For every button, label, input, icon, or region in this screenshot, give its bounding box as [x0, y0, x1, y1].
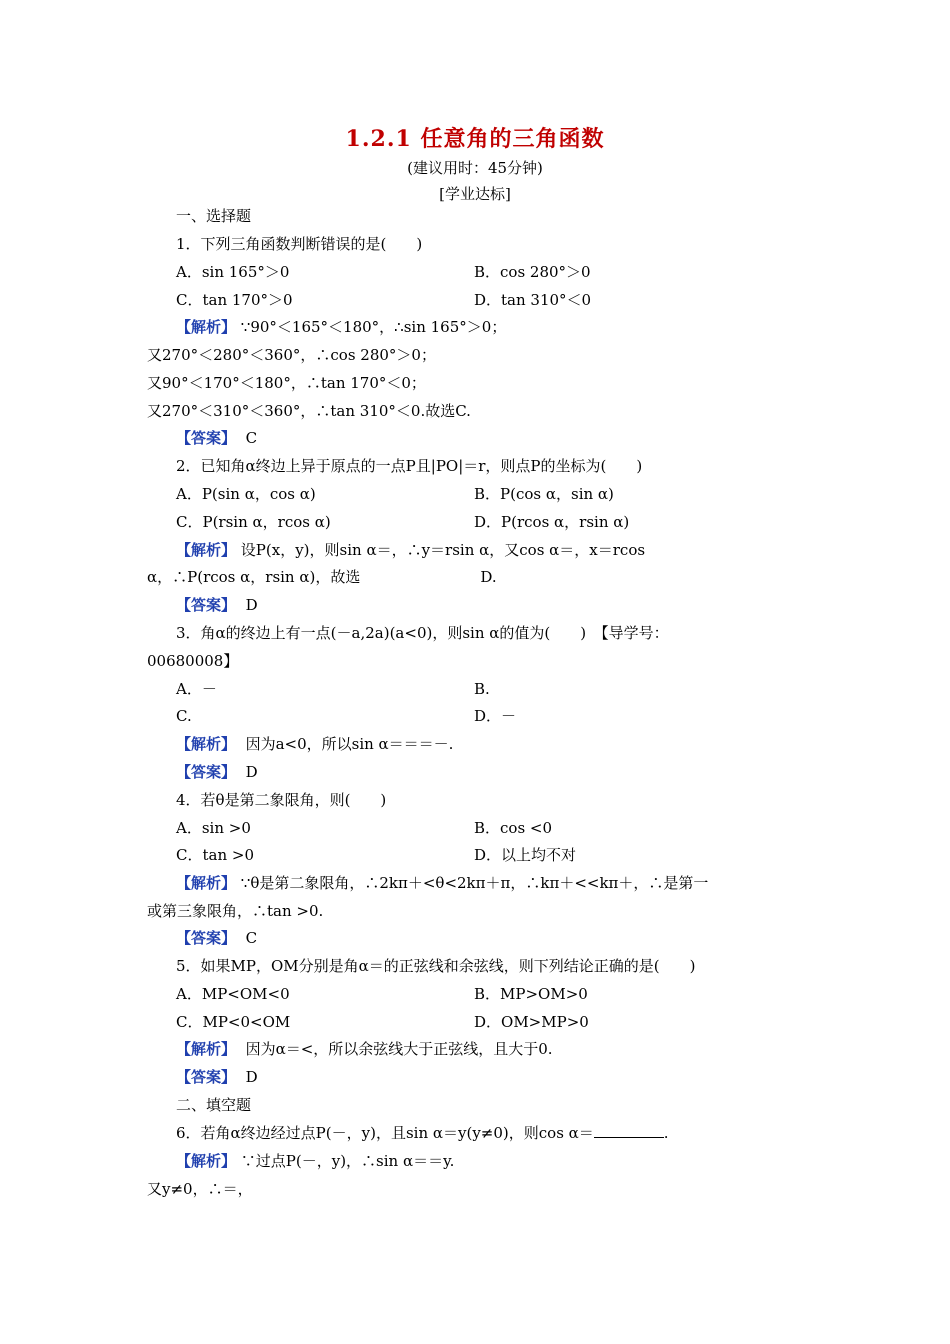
q1-option-d: D．tan 310°＜0 — [474, 291, 592, 309]
q3-option-b: B. — [474, 680, 490, 698]
q2-option-d: D．P(rcos α，rsin α) — [474, 513, 630, 531]
q4-answer-value: C — [245, 929, 258, 947]
q5-analysis-text: 因为α＝<，所以余弦线大于正弦线，且大于0. — [245, 1040, 553, 1058]
q6-stem-end: . — [663, 1124, 669, 1142]
time-note: (建议用时：45分钟) — [407, 159, 543, 177]
q1-option-b: B．cos 280°＞0 — [474, 263, 591, 281]
q4-option-c: C．tan >0 — [176, 846, 254, 864]
q5-answer-value: D — [245, 1068, 258, 1086]
q5-analysis — [176, 1039, 553, 1059]
q3-option-a: A．－ — [176, 680, 217, 698]
q3-answer — [176, 762, 258, 782]
q2-option-b: B．P(cos α，sin α) — [474, 485, 614, 503]
q2-analysis — [176, 540, 645, 560]
q3-answer-value: D — [245, 763, 258, 781]
q1-answer — [176, 428, 257, 448]
q6-analysis-line: 又y≠0，∴＝， — [147, 1180, 253, 1198]
q5-option-a: A．MP<OM<0 — [176, 985, 290, 1003]
q4-option-d: D．以上均不对 — [474, 846, 577, 864]
q4-analysis — [176, 873, 708, 893]
q2-answer — [176, 595, 258, 615]
analysis-tag: 【解析】 — [176, 1040, 237, 1058]
q1-analysis-line: 又270°＜280°＜360°，∴cos 280°＞0； — [147, 346, 436, 364]
q6-analysis — [176, 1151, 454, 1171]
q2-analysis-text: 设P(x，y)，则sin α＝，∴y＝rsin α，又cos α＝，x＝rcos — [236, 541, 646, 559]
q1-analysis-line: 又90°＜170°＜180°，∴tan 170°＜0； — [147, 374, 426, 392]
page-title: 1.2.1 任意角的三角函数 — [345, 126, 605, 152]
q1-analysis-text: ∵90°＜165°＜180°，∴sin 165°＞0； — [236, 318, 507, 336]
analysis-tag: 【解析】 — [176, 1152, 237, 1170]
q2-option-a: A．P(sin α，cos α) — [176, 485, 316, 503]
answer-tag: 【答案】 — [176, 429, 237, 447]
q4-analysis-line: 或第三象限角，∴tan >0. — [147, 902, 324, 920]
q3-option-c: C. — [176, 707, 192, 725]
q2-analysis-line: α，∴P(rcos α，rsin α)，故选 D. — [147, 568, 497, 586]
answer-tag: 【答案】 — [176, 929, 237, 947]
answer-tag: 【答案】 — [176, 763, 237, 781]
answer-tag: 【答案】 — [176, 596, 237, 614]
q1-analysis — [176, 317, 506, 337]
q3-stem: 3．角α的终边上有一点(－a,2a)(a<0)，则sin α的值为( ) 【导学号： — [176, 624, 669, 642]
q5-answer — [176, 1067, 258, 1087]
part-heading-fill: 二、填空题 — [176, 1096, 252, 1114]
answer-tag: 【答案】 — [176, 1068, 237, 1086]
q2-stem: 2．已知角α终边上异于原点的一点P且|PO|＝r，则点P的坐标为( ) — [176, 457, 643, 475]
answer-blank — [594, 1123, 664, 1138]
q3-analysis-text: 因为a<0，所以sin α＝＝＝－. — [245, 735, 454, 753]
q5-option-b: B．MP>OM>0 — [474, 985, 588, 1003]
q6-analysis-text: ∵过点P(－，y)，∴sin α＝＝y. — [236, 1152, 455, 1170]
q4-option-b: B．cos <0 — [474, 819, 553, 837]
q4-analysis-text: ∵θ是第二象限角，∴2kπ＋<θ<2kπ＋π，∴kπ＋<<kπ＋，∴是第一 — [236, 874, 709, 892]
q5-option-c: C．MP<0<OM — [176, 1013, 291, 1031]
q5-option-d: D．OM>MP>0 — [474, 1013, 589, 1031]
q1-analysis-line: 又270°＜310°＜360°，∴tan 310°＜0.故选C. — [147, 402, 471, 420]
analysis-tag: 【解析】 — [176, 541, 237, 559]
part-heading-choice: 一、选择题 — [176, 207, 252, 225]
section-tag: [学业达标] — [439, 185, 511, 203]
q4-answer — [176, 928, 257, 948]
q2-option-c: C．P(rsin α，rcos α) — [176, 513, 331, 531]
q3-analysis — [176, 734, 453, 754]
q6-stem-text: 6．若角α终边经过点P(－，y)，且sin α＝y(y≠0)，则cos α＝ — [176, 1124, 594, 1142]
analysis-tag: 【解析】 — [176, 874, 237, 892]
q1-answer-value: C — [245, 429, 258, 447]
q5-stem: 5．如果MP，OM分别是角α＝的正弦线和余弦线，则下列结论正确的是( ) — [176, 957, 696, 975]
q1-option-a: A．sin 165°＞0 — [176, 263, 290, 281]
q1-option-c: C．tan 170°＞0 — [176, 291, 293, 309]
q2-answer-value: D — [245, 596, 258, 614]
q3-option-d: D．－ — [474, 707, 517, 725]
q3-stem-cont: 00680008】 — [147, 652, 239, 670]
q4-stem: 4．若θ是第二象限角，则( ) — [176, 791, 387, 809]
q4-option-a: A．sin >0 — [176, 819, 251, 837]
q1-stem: 1．下列三角函数判断错误的是( ) — [176, 235, 423, 253]
analysis-tag: 【解析】 — [176, 318, 237, 336]
analysis-tag: 【解析】 — [176, 735, 237, 753]
q6-stem — [176, 1123, 669, 1143]
